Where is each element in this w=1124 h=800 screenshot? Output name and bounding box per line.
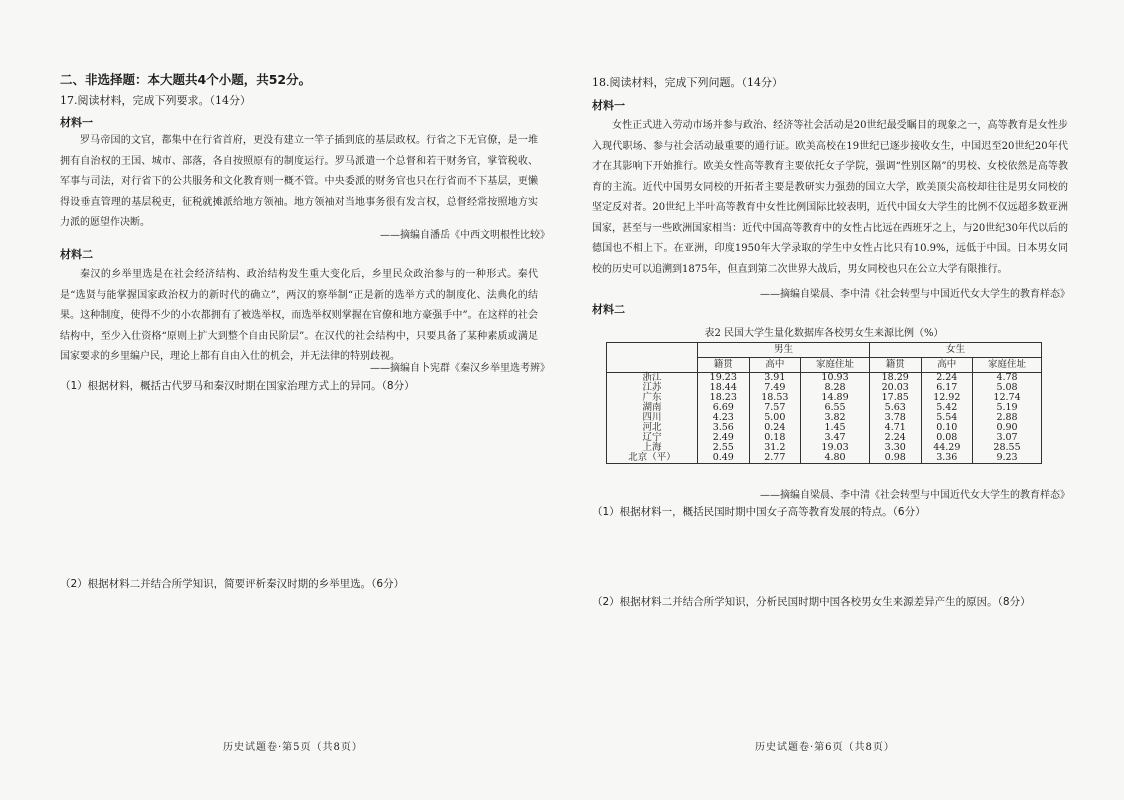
source-ratio-table (606, 342, 1042, 464)
value-cell: 7.57 (749, 403, 801, 413)
right-page (592, 0, 1070, 800)
value-cell: 3.36 (921, 453, 973, 464)
province-cell: 上海 (607, 443, 698, 453)
q17-material-1-label: 材料一 (60, 116, 93, 129)
col-header: 籍贯 (869, 358, 921, 373)
q17-material-2-label: 材料二 (60, 248, 93, 261)
page-footer-5: 历史试题卷·第5页（共8页） (223, 742, 363, 753)
value-cell: 3.47 (801, 433, 870, 443)
value-cell: 2.49 (698, 433, 750, 443)
value-cell: 6.69 (698, 403, 750, 413)
q17-subquestion-1: （1）根据材料，概括古代罗马和秦汉时期在国家治理方式上的异同。（8分） (60, 380, 415, 392)
value-cell: 18.44 (698, 383, 750, 393)
value-cell: 0.49 (698, 453, 750, 464)
value-cell: 18.29 (869, 373, 921, 384)
value-cell: 4.71 (869, 423, 921, 433)
table-row (607, 453, 1042, 464)
value-cell: 6.55 (801, 403, 870, 413)
value-cell: 2.24 (921, 373, 973, 384)
value-cell: 31.2 (749, 443, 801, 453)
value-cell: 14.89 (801, 393, 870, 403)
value-cell: 4.80 (801, 453, 870, 464)
value-cell: 19.23 (698, 373, 750, 384)
value-cell: 0.90 (973, 423, 1042, 433)
province-cell: 广东 (607, 393, 698, 403)
province-cell: 江苏 (607, 383, 698, 393)
value-cell: 3.07 (973, 433, 1042, 443)
col-header: 高中 (749, 358, 801, 373)
value-cell: 0.98 (869, 453, 921, 464)
value-cell: 4.23 (698, 413, 750, 423)
value-cell: 0.18 (749, 433, 801, 443)
q18-subquestion-1: （1）根据材料一，概括民国时期中国女子高等教育发展的特点。（6分） (592, 506, 926, 518)
province-cell: 北京（平） (607, 453, 698, 464)
q17-material-2-text: 秦汉的乡举里选是在社会经济结构、政治结构发生重大变化后，乡里民众政治参与的一种形式。秦代是“选贤与能掌握国家政治权力的新时代的确立”，两汉的察举制“正是新的选举方式的制度化、法典化的结果。这种制度，使得不少的小农都拥有了被选举权，而选举权则掌握在官僚和地方豪强手中”。在这样的社会结构中，至少入仕资格“原则上扩大到整个自由民阶层”。在汉代的社会结构中，只要具备了某种素质或满足国家要求的乡里编户民，理论上都有自由入仕的机会，并无法律的特别歧视。 (60, 269, 538, 362)
value-cell: 0.10 (921, 423, 973, 433)
value-cell: 5.42 (921, 403, 973, 413)
table-group-header-row (607, 343, 1042, 358)
value-cell: 20.03 (869, 383, 921, 393)
province-cell: 河北 (607, 423, 698, 433)
value-cell: 7.49 (749, 383, 801, 393)
value-cell: 4.78 (973, 373, 1042, 384)
value-cell: 3.82 (801, 413, 870, 423)
table-corner-cell (607, 343, 698, 373)
value-cell: 18.23 (698, 393, 750, 403)
table-caption: 表2 民国大学生量化数据库各校男女生来源比例（%） (704, 328, 944, 339)
col-header: 高中 (921, 358, 973, 373)
q18-material-1-source: ——摘编自梁晨、李中清《社会转型与中国近代女大学生的教育样态》 (760, 289, 1070, 300)
value-cell: 28.55 (973, 443, 1042, 453)
page-footer-6: 历史试题卷·第6页（共8页） (755, 742, 895, 753)
value-cell: 8.28 (801, 383, 870, 393)
value-cell: 5.19 (973, 403, 1042, 413)
table-body (607, 373, 1042, 464)
q17-material-2-source: ——摘编自卜宪群《秦汉乡举里选考辨》 (370, 363, 550, 374)
value-cell: 3.91 (749, 373, 801, 384)
value-cell: 5.54 (921, 413, 973, 423)
group-header-female: 女生 (869, 343, 1041, 358)
value-cell: 3.78 (869, 413, 921, 423)
province-cell: 湖南 (607, 403, 698, 413)
value-cell: 3.30 (869, 443, 921, 453)
value-cell: 9.23 (973, 453, 1042, 464)
value-cell: 2.24 (869, 433, 921, 443)
section-title: 二、非选择题：本大题共4个小题，共52分。 (60, 72, 312, 87)
value-cell: 0.08 (921, 433, 973, 443)
value-cell: 12.74 (973, 393, 1042, 403)
value-cell: 2.88 (973, 413, 1042, 423)
value-cell: 5.08 (973, 383, 1042, 393)
value-cell: 5.00 (749, 413, 801, 423)
value-cell: 17.85 (869, 393, 921, 403)
province-cell: 四川 (607, 413, 698, 423)
value-cell: 2.77 (749, 453, 801, 464)
q17-material-1-source: ——摘编自潘岳《中西文明根性比较》 (380, 230, 550, 241)
question-18-title: 18.阅读材料，完成下列问题。（14分） (592, 76, 783, 89)
province-cell: 辽宁 (607, 433, 698, 443)
group-header-male: 男生 (698, 343, 870, 358)
value-cell: 10.93 (801, 373, 870, 384)
q18-material-2-label: 材料二 (592, 303, 625, 316)
value-cell: 0.24 (749, 423, 801, 433)
value-cell: 18.53 (749, 393, 801, 403)
value-cell: 5.63 (869, 403, 921, 413)
q17-subquestion-2: （2）根据材料二并结合所学知识，简要评析秦汉时期的乡举里选。（6分） (60, 578, 405, 590)
question-17-title: 17.阅读材料，完成下列要求。（14分） (60, 94, 251, 107)
value-cell: 12.92 (921, 393, 973, 403)
value-cell: 19.03 (801, 443, 870, 453)
q18-material-1-text: 女性正式进入劳动市场并参与政治、经济等社会活动是20世纪最受瞩目的现象之一，高等教育是女性步入现代职场、参与社会活动最重要的通行证。欧美高校在19世纪已逐步接收女生，中国迟至20世纪20年代才在其影响下开始推行。欧美女性高等教育主要依托女子学院，强调“性别区隔”的男校、女校依然是高等教育的主流。近代中国男女同校的开拓者主要是教研实力强劲的国立大学，欧美顶尖高校却往往是男女同校的坚定反对者。20世纪上半叶高等教育中女性比例国际比较表明，近代中国女大学生的比例不仅远超多数亚洲国家，甚至与一些欧洲国家相当：近代中国高等教育中的女性占比远在西班牙之上，与20世纪30年代以后的德国也不相上下。在亚洲，印度1950年大学录取的学生中女性占比只有10.9%，远低于中国。日本男女同校的历史可以追溯到1875年，但直到第二次世界大战后，男女同校也只在公立大学有限推行。 (592, 120, 1068, 275)
col-header: 籍贯 (698, 358, 750, 373)
q18-subquestion-2: （2）根据材料二并结合所学知识，分析民国时期中国各校男女生来源差异产生的原因。（8分） (592, 596, 1031, 608)
col-header: 家庭住址 (973, 358, 1042, 373)
table-source: ——摘编自梁晨、李中清《社会转型与中国近代女大学生的教育样态》 (760, 490, 1070, 501)
value-cell: 1.45 (801, 423, 870, 433)
col-header: 家庭住址 (801, 358, 870, 373)
value-cell: 44.29 (921, 443, 973, 453)
q17-material-1-text: 罗马帝国的文官，都集中在行省首府，更没有建立一竿子插到底的基层政权。行省之下无官僚，是一堆拥有自治权的王国、城市、部落，各自按照原有的制度运行。罗马派遣一个总督和若干财务官，掌管税收、军事与司法，对行省下的公共服务和文化教育则一概不管。中央委派的财务官也只在行省而不下基层，更懒得设垂直管理的基层税吏，征税就摊派给地方领袖。地方领袖对当地事务很有发言权，总督经常按照地方实力派的愿望作决断。 (60, 135, 538, 228)
province-cell: 浙江 (607, 373, 698, 384)
value-cell: 2.55 (698, 443, 750, 453)
q18-material-1-label: 材料一 (592, 99, 625, 112)
value-cell: 6.17 (921, 383, 973, 393)
left-page (60, 0, 550, 800)
value-cell: 3.56 (698, 423, 750, 433)
